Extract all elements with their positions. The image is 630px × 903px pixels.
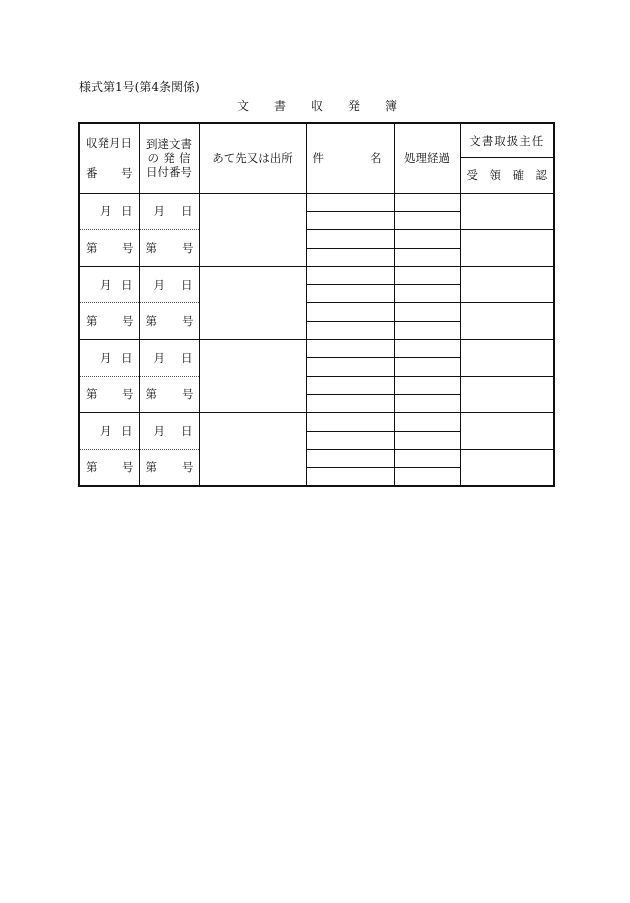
subject-cell[interactable] [306, 248, 394, 266]
subject-cell[interactable] [306, 193, 394, 211]
arrival-date-cell[interactable]: 月 日 [139, 266, 199, 303]
subject-cell[interactable] [306, 468, 394, 486]
header-subject: 件 名 [306, 123, 394, 193]
confirm-cell[interactable] [460, 230, 554, 267]
subject-cell[interactable] [306, 285, 394, 303]
subject-cell[interactable] [306, 376, 394, 394]
header-process: 処理経過 [394, 123, 460, 193]
arrival-date-cell[interactable]: 月 日 [139, 413, 199, 450]
process-cell[interactable] [394, 248, 460, 266]
addressee-cell[interactable] [199, 193, 306, 266]
arrival-number-cell[interactable]: 第 号 [139, 303, 199, 340]
handler-cell[interactable] [460, 193, 554, 230]
arrival-number-cell[interactable]: 第 号 [139, 376, 199, 413]
subject-cell[interactable] [306, 230, 394, 248]
process-cell[interactable] [394, 449, 460, 467]
header-handler: 文書取扱主任 [460, 123, 554, 158]
header-recv-date: 収発月日 番 号 [79, 123, 139, 193]
subject-cell[interactable] [306, 303, 394, 321]
confirm-cell[interactable] [460, 303, 554, 340]
recv-date-cell[interactable]: 月 日 [79, 413, 139, 450]
handler-cell[interactable] [460, 340, 554, 377]
subject-cell[interactable] [306, 340, 394, 358]
process-cell[interactable] [394, 431, 460, 449]
form-number-label: 様式第1号(第4条関係) [79, 80, 200, 94]
header-addressee: あて先又は出所 [199, 123, 306, 193]
process-cell[interactable] [394, 193, 460, 211]
subject-cell[interactable] [306, 431, 394, 449]
process-cell[interactable] [394, 358, 460, 376]
arrival-number-cell[interactable]: 第 号 [139, 230, 199, 267]
header-confirm: 受 領 確 認 [460, 158, 554, 194]
process-cell[interactable] [394, 394, 460, 412]
confirm-cell[interactable] [460, 376, 554, 413]
process-cell[interactable] [394, 285, 460, 303]
subject-cell[interactable] [306, 211, 394, 229]
subject-cell[interactable] [306, 394, 394, 412]
recv-date-cell[interactable]: 月 日 [79, 266, 139, 303]
process-cell[interactable] [394, 340, 460, 358]
addressee-cell[interactable] [199, 266, 306, 339]
process-cell[interactable] [394, 211, 460, 229]
subject-cell[interactable] [306, 449, 394, 467]
document-title: 文 書 収 発 簿 [237, 99, 397, 113]
subject-cell[interactable] [306, 266, 394, 284]
document-ledger-table [78, 122, 555, 487]
process-cell[interactable] [394, 376, 460, 394]
recv-number-cell[interactable]: 第 号 [79, 303, 139, 340]
recv-number-cell[interactable]: 第 号 [79, 230, 139, 267]
arrival-date-cell[interactable]: 月 日 [139, 193, 199, 230]
arrival-date-cell[interactable]: 月 日 [139, 340, 199, 377]
process-cell[interactable] [394, 468, 460, 486]
recv-date-cell[interactable]: 月 日 [79, 340, 139, 377]
process-cell[interactable] [394, 321, 460, 339]
recv-number-cell[interactable]: 第 号 [79, 376, 139, 413]
process-cell[interactable] [394, 266, 460, 284]
process-cell[interactable] [394, 230, 460, 248]
recv-date-cell[interactable]: 月 日 [79, 193, 139, 230]
confirm-cell[interactable] [460, 449, 554, 486]
addressee-cell[interactable] [199, 340, 306, 413]
subject-cell[interactable] [306, 413, 394, 431]
recv-number-cell[interactable]: 第 号 [79, 449, 139, 486]
handler-cell[interactable] [460, 266, 554, 303]
process-cell[interactable] [394, 303, 460, 321]
handler-cell[interactable] [460, 413, 554, 450]
header-arrival-doc: 到達文書 の 発 信 日付番号 [139, 123, 199, 193]
process-cell[interactable] [394, 413, 460, 431]
arrival-number-cell[interactable]: 第 号 [139, 449, 199, 486]
addressee-cell[interactable] [199, 413, 306, 486]
subject-cell[interactable] [306, 358, 394, 376]
subject-cell[interactable] [306, 321, 394, 339]
